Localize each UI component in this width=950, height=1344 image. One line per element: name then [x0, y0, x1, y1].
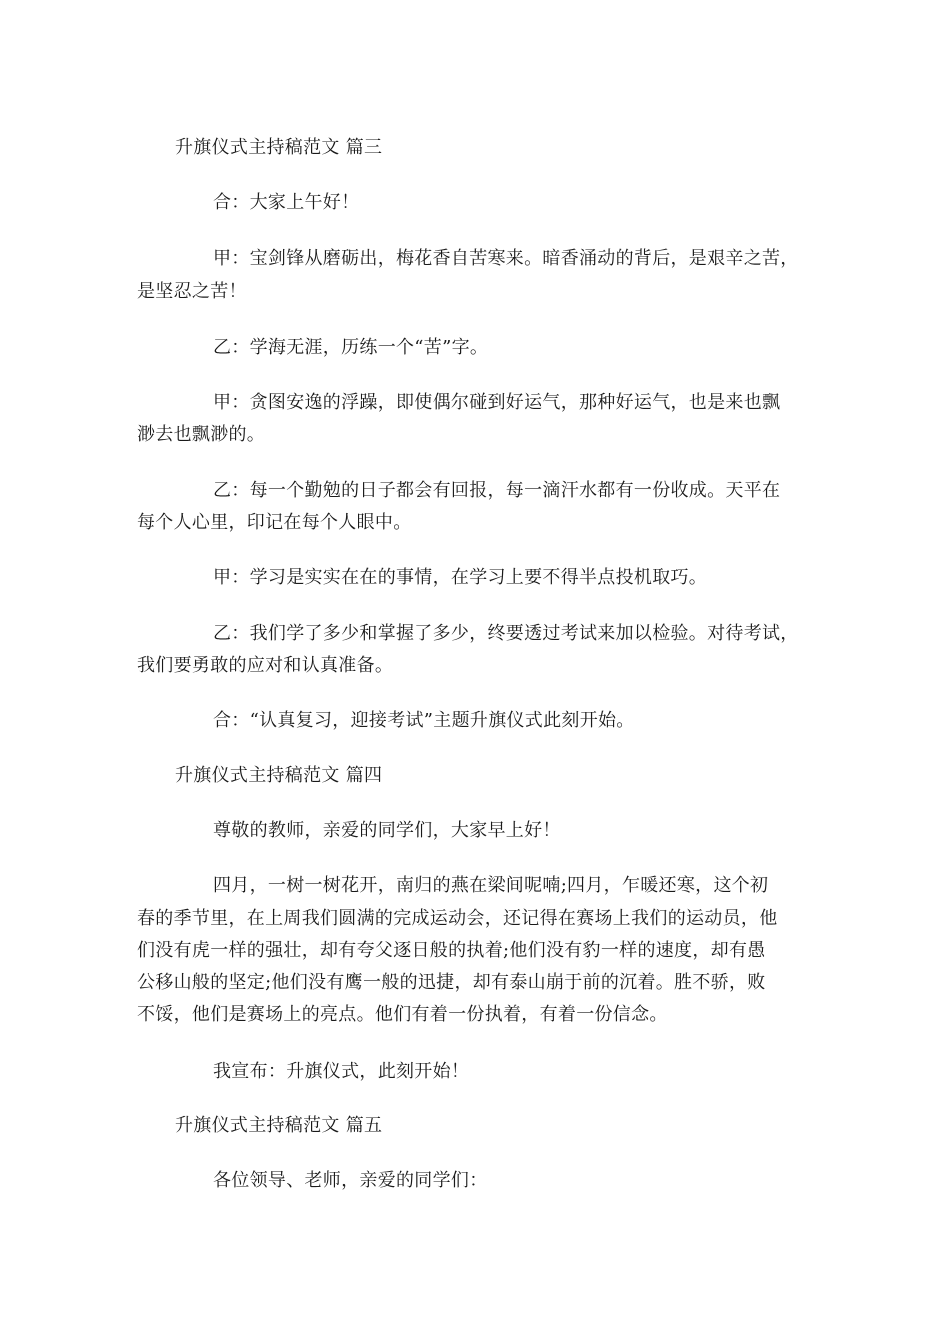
paragraph-line: 我们要勇敢的应对和认真准备。: [137, 655, 394, 676]
paragraph-line: 合：大家上午好！: [213, 192, 360, 213]
section-heading: 升旗仪式主持稿范文 篇四: [175, 765, 383, 786]
paragraph-line: 甲：宝剑锋从磨砺出，梅花香自苦寒来。暗香涌动的背后，是艰辛之苦，: [213, 248, 799, 269]
paragraph-line: 春的季节里，在上周我们圆满的完成运动会，还记得在赛场上我们的运动员，他: [137, 908, 778, 929]
paragraph-line: 乙：我们学了多少和掌握了多少，终要透过考试来加以检验。对待考试，: [213, 623, 799, 644]
paragraph-line: 四月，一树一树花开，南归的燕在梁间呢喃;四月，乍暖还寒，这个初: [213, 875, 769, 896]
paragraph-line: 渺去也飘渺的。: [137, 424, 266, 445]
paragraph-line: 各位领导、老师，亲爱的同学们：: [213, 1170, 488, 1191]
paragraph-line: 们没有虎一样的强壮，却有夸父逐日般的执着;他们没有豹一样的速度，却有愚: [137, 940, 766, 961]
paragraph-line: 乙：学海无涯，历练一个“苦”字。: [213, 337, 489, 358]
section-heading: 升旗仪式主持稿范文 篇三: [175, 137, 383, 158]
paragraph-line: 是坚忍之苦！: [137, 281, 247, 302]
paragraph-line: 甲：学习是实实在在的事情，在学习上要不得半点投机取巧。: [213, 567, 708, 588]
paragraph-line: 乙：每一个勤勉的日子都会有回报，每一滴汗水都有一份收成。天平在: [213, 480, 781, 501]
paragraph-line: 合：“认真复习，迎接考试”主题升旗仪式此刻开始。: [213, 710, 635, 731]
paragraph-line: 不馁，他们是赛场上的亮点。他们有着一份执着，有着一份信念。: [137, 1004, 668, 1025]
paragraph-line: 甲：贪图安逸的浮躁，即使偶尔碰到好运气，那种好运气，也是来也飘: [213, 392, 781, 413]
paragraph-line: 每个人心里，印记在每个人眼中。: [137, 512, 412, 533]
paragraph-line: 公移山般的坚定;他们没有鹰一般的迅捷，却有泰山崩于前的沉着。胜不骄，败: [137, 972, 766, 993]
section-heading: 升旗仪式主持稿范文 篇五: [175, 1115, 383, 1136]
paragraph-line: 尊敬的教师，亲爱的同学们，大家早上好！: [213, 820, 561, 841]
paragraph-line: 我宣布：升旗仪式，此刻开始！: [213, 1061, 470, 1082]
